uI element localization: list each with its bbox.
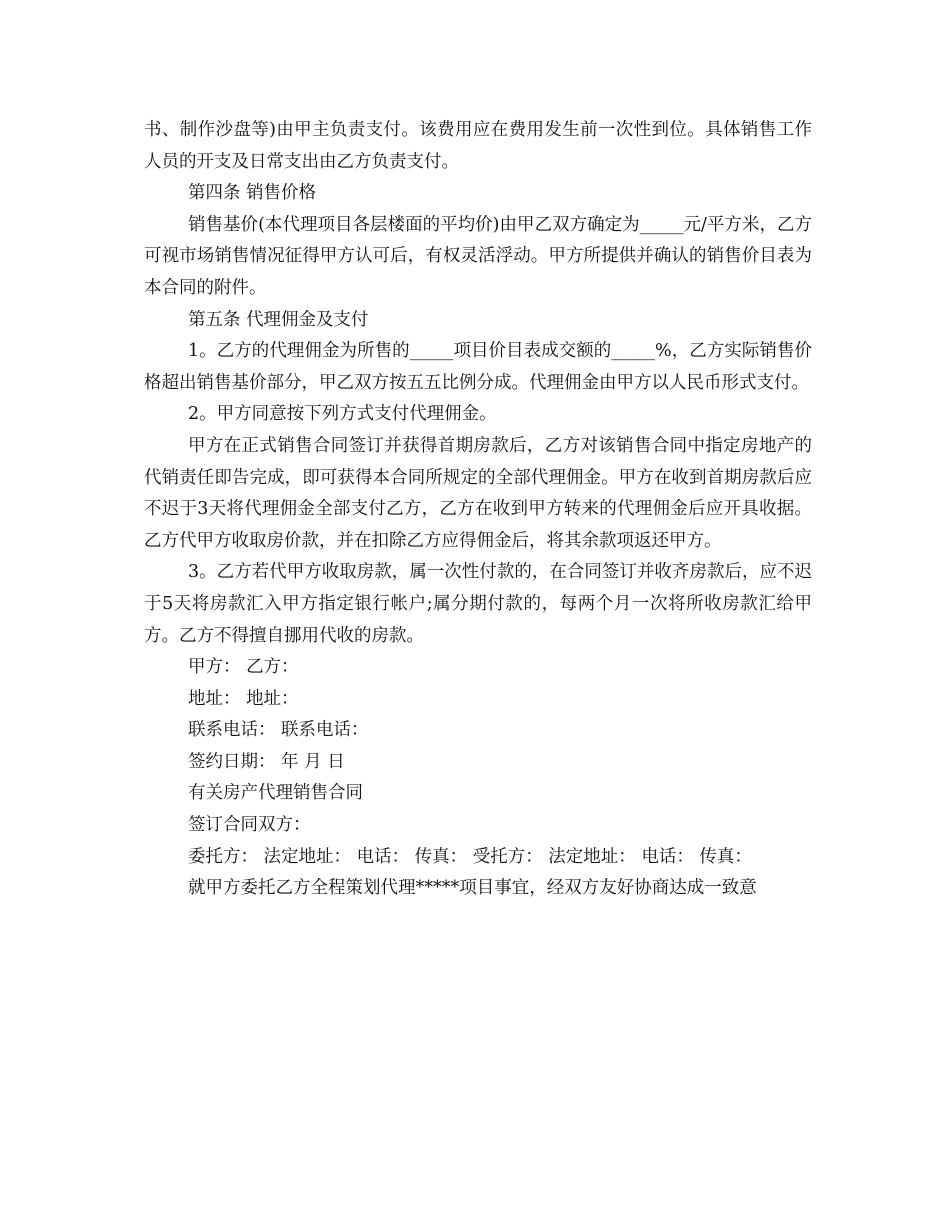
contract-parties-details: 委托方： 法定地址： 电话： 传真： 受托方： 法定地址： 电话： 传真： [188, 846, 752, 867]
contract-intro: 就甲方委托乙方全程策划代理*****项目事宜，经双方友好协商达成一致意 [188, 878, 757, 899]
signature-address: 地址： 地址： [188, 688, 299, 709]
signature-date: 签约日期： 年 月 日 [188, 751, 345, 772]
article-5-heading: 第五条 代理佣金及支付 [188, 309, 369, 330]
contract-title: 有关房产代理销售合同 [188, 783, 363, 804]
paragraph-expense-continuation: 书、制作沙盘等)由甲主负责支付。该费用应在费用发生前一次性到位。具体销售工作人员的开支及日常支出由乙方负责支付。 [144, 120, 812, 172]
paragraph-commission-3: 3。乙方若代甲方收取房款，属一次性付款的，在合同签订并收齐房款后，应不迟于5天将房款汇入甲方指定银行帐户;属分期付款的，每两个月一次将所收房款汇给甲方。乙方不得擅自挪用代收的房款。 [144, 562, 812, 646]
paragraph-commission-1: 1。乙方的代理佣金为所售的_____项目价目表成交额的_____%，乙方实际销售价格超出销售基价部分，甲乙双方按五五比例分成。代理佣金由甲方以人民币形式支付。 [144, 341, 812, 393]
contract-parties-heading: 签订合同双方： [188, 815, 311, 836]
paragraph-sales-price: 销售基价(本代理项目各层楼面的平均价)由甲乙双方确定为_____元/平方米，乙方可视市场销售情况征得甲方认可后，有权灵活浮动。甲方所提供并确认的销售价目表为本合同的附件。 [144, 214, 812, 298]
signature-parties: 甲方： 乙方： [188, 657, 299, 678]
signature-phone: 联系电话： 联系电话： [188, 720, 369, 741]
paragraph-commission-payment: 甲方在正式销售合同签订并获得首期房款后，乙方对该销售合同中指定房地产的代销责任即告完成，即可获得本合同所规定的全部代理佣金。甲方在收到首期房款后应不迟于3天将代理佣金全部支付乙方，乙方在收到甲方转来的代理佣金后应开具收据。乙方代甲方收取房价款，并在扣除乙方应得佣金后，将其余款项返还甲方。 [144, 435, 812, 551]
paragraph-commission-2: 2。甲方同意按下列方式支付代理佣金。 [188, 404, 497, 425]
document-body [144, 115, 812, 905]
article-4-heading: 第四条 销售价格 [188, 183, 317, 204]
